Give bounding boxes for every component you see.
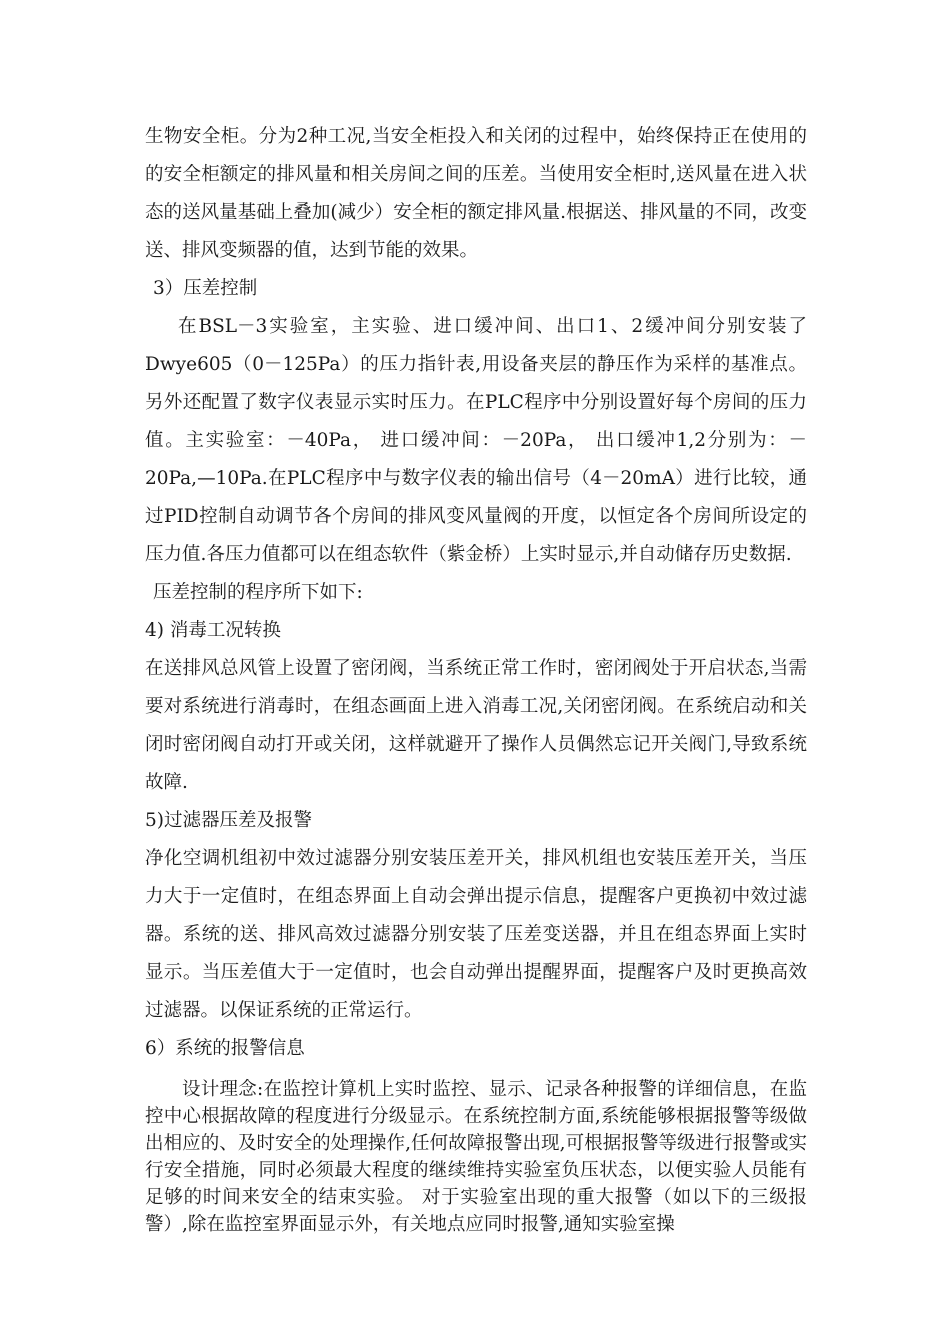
paragraph-system-alarm-info: 设计理念:在监控计算机上实时监控、显示、记录各种报警的详细信息，在监控中心根据故障的程度进行分级显示。在系统控制方面,系统能够根据报警等级做出相应的、及时安全的处理操作,任何故障报警出现,可根据报警等级进行报警或实行安全措施，同时必须最大程度的继续维持实验室负压状态，以便实验人员能有足够的时间来安全的结束实验。 对于实验室出现的重大报警（如以下的三级报警）,除在监控室界面显示外，有关地点应同时报警,通知实验室操: [145, 1079, 807, 1235]
paragraph-filter-pressure-alarm: 净化空调机组初中效过滤器分别安装压差开关，排风机组也安装压差开关，当压力大于一定值时，在组态界面上自动会弹出提示信息，提醒客户更换初中效过滤器。系统的送、排风高效过滤器分别安装了压差变送器，并且在组态界面上实时显示。当压差值大于一定值时，也会自动弹出提醒界面，提醒客户及时更换高效过滤器。以保证系统的正常运行。: [145, 848, 807, 1021]
paragraph-disinfection-mode: 在送排风总风管上设置了密闭阀，当系统正常工作时，密闭阀处于开启状态,当需要对系统进行消毒时，在组态画面上进入消毒工况,关闭密闭阀。在系统启动和关闭时密闭阀自动打开或关闭，这样就避开了操作人员偶然忘记开关阀门,导致系统故障.: [145, 658, 807, 793]
heading-filter-pressure-alarm: 5)过滤器压差及报警: [145, 810, 312, 831]
paragraph-pressure-control: 在BSL－3实验室，主实验、进口缓冲间、出口1、2缓冲间分别安装了Dwye605（0－125Pa）的压力指针表,用设备夹层的静压作为采样的基准点。另外还配置了数字仪表显示实时压力。在PLC程序中分别设置好每个房间的压力值。主实验室：－40Pa， 进口缓冲间：－20Pa， 出口缓冲1,2分别为：－20Pa,—10Pa.在PLC程序中与数字仪表的输出信号（4－20mA）进行比较，通过PID控制自动调节各个房间的排风变风量阀的开度，以恒定各个房间所设定的压力值.各压力值都可以在组态软件（紫金桥）上实时显示,并自动储存历史数据.: [145, 316, 807, 565]
document-page: [145, 118, 807, 1238]
heading-system-alarm-info: 6）系统的报警信息: [145, 1038, 305, 1059]
paragraph-program-note: 压差控制的程序所下如下:: [153, 582, 363, 603]
heading-disinfection-mode: 4) 消毒工况转换: [145, 620, 281, 641]
heading-pressure-control: 3）压差控制: [153, 278, 258, 299]
paragraph-biosafety-cabinet: 生物安全柜。分为2种工况,当安全柜投入和关闭的过程中，始终保持正在使用的的安全柜额定的排风量和相关房间之间的压差。当使用安全柜时,送风量在进入状态的送风量基础上叠加(减少）安全柜的额定排风量.根据送、排风量的不同，改变送、排风变频器的值，达到节能的效果。: [145, 126, 807, 261]
